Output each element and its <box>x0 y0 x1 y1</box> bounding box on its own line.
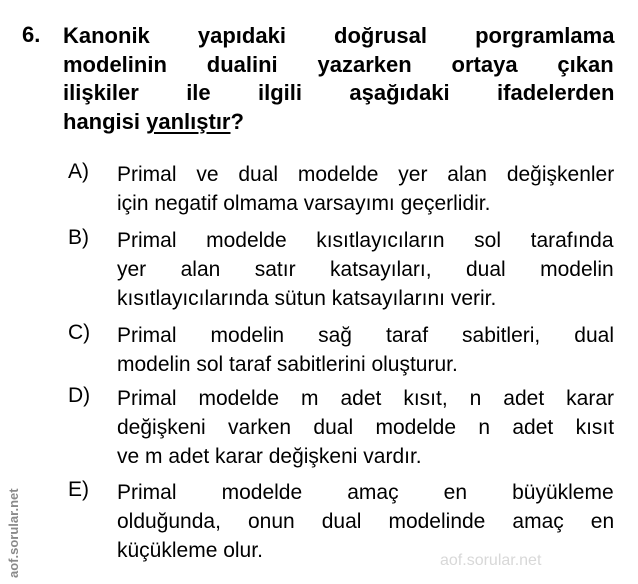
option-line: değişkeni varken dual modelde n adet kısıt <box>117 416 615 439</box>
question-line: modelinin dualini yazarken ortaya çıkan <box>63 51 614 77</box>
option-line: için negatif olmama varsayımı geçerlidir. <box>117 192 491 215</box>
question-text <box>63 22 614 137</box>
question-line: ilişkiler ile ilgili aşağıdaki ifadelerden <box>63 80 615 106</box>
question-suffix: ? <box>230 109 244 135</box>
option-line: yer alan satır katsayıları, dual modelin <box>117 258 614 281</box>
option-label: E) <box>68 478 89 501</box>
option-line: Primal modelde amaç en büyükleme <box>117 481 614 504</box>
option-line: kısıtlayıcılarında sütun katsayılarını verir. <box>117 287 497 310</box>
option-label: B) <box>68 226 89 249</box>
side-watermark: aof.sorular.net <box>6 488 21 578</box>
option-text <box>117 384 614 471</box>
question-number: 6. <box>22 22 41 47</box>
option-line: küçükleme olur. <box>117 539 263 562</box>
option-line: Primal modelde m adet kısıt, n adet karar <box>117 387 614 410</box>
option-text <box>117 226 614 313</box>
option-label: D) <box>68 384 91 407</box>
question-emphasis: yanlıştır <box>146 109 231 135</box>
question-line: Kanonik yapıdaki doğrusal porgramlama <box>63 23 615 48</box>
option-line: Primal modelin sağ taraf sabitleri, dual <box>117 324 614 347</box>
question-line <box>63 108 614 137</box>
option-text <box>117 160 614 218</box>
option-line: Primal ve dual modelde yer alan değişkenler <box>117 163 615 186</box>
question-prefix: hangisi <box>63 109 147 135</box>
option-label: A) <box>68 160 89 183</box>
diagonal-watermark: aof.sorular.net <box>440 552 542 569</box>
option-line: ve m adet karar değişkeni vardır. <box>117 445 422 468</box>
option-text <box>117 321 614 379</box>
option-label: C) <box>68 321 91 344</box>
option-line: olduğunda, onun dual modelinde amaç en <box>117 510 615 533</box>
option-line: Primal modelde kısıtlayıcıların sol tarafında <box>117 229 614 252</box>
option-line: modelin sol taraf sabitlerini oluşturur. <box>117 353 458 376</box>
